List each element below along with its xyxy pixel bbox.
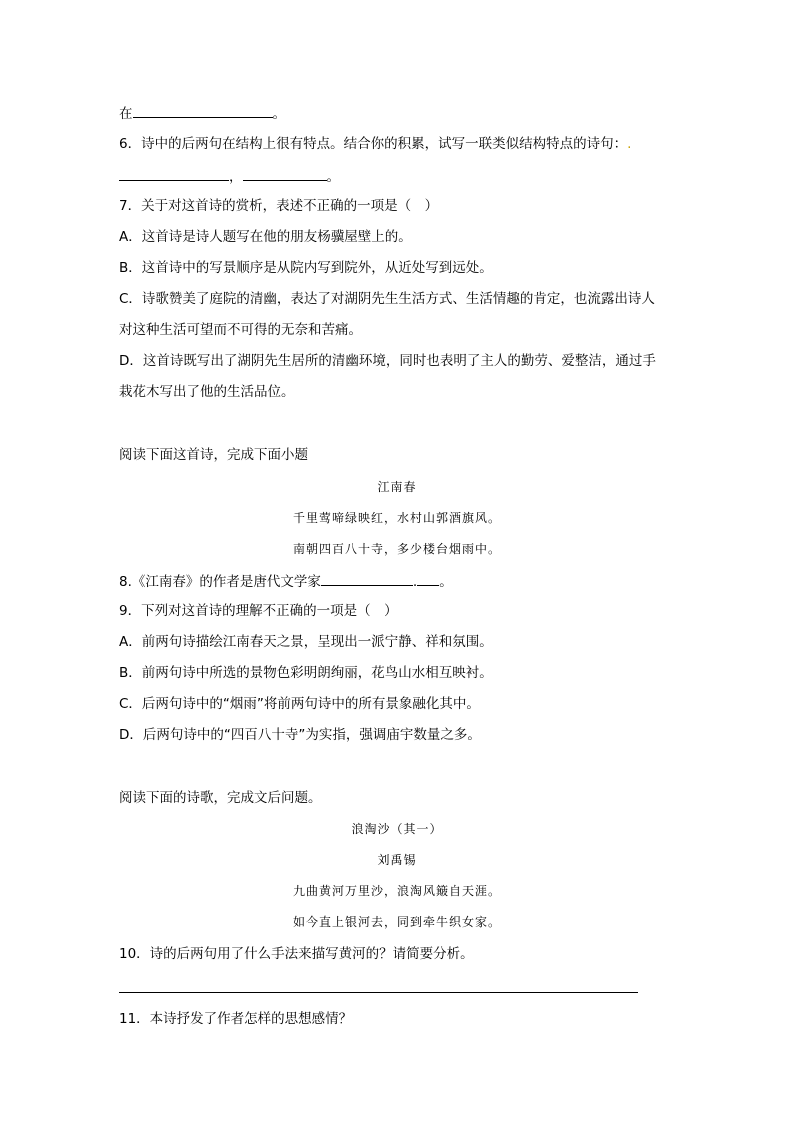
question-8: 8.《江南春》的作者是唐代文学家 . 。: [119, 570, 453, 592]
question-6-answer: ， 。: [119, 165, 340, 187]
answer-blank-6b[interactable]: [243, 165, 327, 181]
option-7c-line1: C．诗歌赞美了庭院的清幽，表达了对湖阴先生生活方式、生活情趣的肯定，也流露出诗人: [119, 291, 655, 307]
option-7a: A．这首诗是诗人题写在他的朋友杨骥屋壁上的。: [119, 229, 412, 245]
answer-blank-6a[interactable]: [119, 165, 229, 181]
poem-line-2: 南朝四百八十寺，多少楼台烟雨中。: [292, 542, 501, 556]
answer-rule-10[interactable]: [119, 992, 638, 993]
question-7: 7．关于对这首诗的赏析，表述不正确的一项是（ ）: [119, 198, 439, 214]
answer-line-5: 在 。: [119, 102, 286, 124]
question-11: 11．本诗抒发了作者怎样的思想感情？: [119, 1011, 353, 1027]
question-6-text: 6．诗中的后两句在结构上很有特点。结合你的积累，试写一联类似结构特点的诗句：: [119, 136, 628, 152]
poem-line-1: 千里莺啼绿映红，水村山郭酒旗风。: [292, 511, 501, 525]
answer-blank-8a[interactable]: [321, 570, 413, 586]
option-9d: D．后两句诗中的“四百八十寺”为实指，强调庙宇数量之多。: [119, 727, 481, 743]
poem-title-jiangnanchun: 江南春: [377, 480, 417, 494]
option-9c: C．后两句诗中的“烟雨”将前两句诗中的所有景象融化其中。: [119, 696, 480, 712]
reading-intro-2: 阅读下面这首诗，完成下面小题: [119, 447, 308, 463]
question-8-text: 8.《江南春》的作者是唐代文学家: [119, 574, 321, 590]
option-7d-line2: 栽花木写出了他的生活品位。: [119, 384, 295, 400]
option-7c-line2: 对这种生活可望而不可得的无奈和苦痛。: [119, 322, 362, 338]
poem-title-langtaosha: 浪淘沙（其一）: [351, 822, 443, 836]
option-7b: B．这首诗中的写景顺序是从院内写到院外，从近处写到远处。: [119, 260, 493, 276]
answer-prefix: 在: [119, 106, 133, 122]
question-10: 10．诗的后两句用了什么手法来描写黄河的？请简要分析。: [119, 946, 474, 962]
answer-blank-8b[interactable]: [417, 570, 439, 586]
reading-intro-3: 阅读下面的诗歌，完成文后问题。: [119, 790, 322, 806]
poem-author: 刘禹锡: [377, 853, 417, 867]
poem3-line-2: 如今直上银河去，同到牵牛织女家。: [292, 915, 501, 929]
answer-blank[interactable]: [133, 102, 273, 118]
question-6: [119, 134, 631, 154]
poem3-line-1: 九曲黄河万里沙，浪淘风簸自天涯。: [292, 884, 501, 898]
option-9b: B．前两句诗中所选的景物色彩明朗绚丽，花鸟山水相互映衬。: [119, 665, 493, 681]
option-7d-line1: D．这首诗既写出了湖阴先生居所的清幽环境，同时也表明了主人的勤劳、爱整洁，通过手: [119, 353, 656, 369]
option-9a: A．前两句诗描绘江南春天之景，呈现出一派宁静、祥和氛围。: [119, 634, 493, 650]
question-9: 9．下列对这首诗的理解不正确的一项是（ ）: [119, 603, 398, 619]
stray-dot: .: [627, 136, 632, 152]
